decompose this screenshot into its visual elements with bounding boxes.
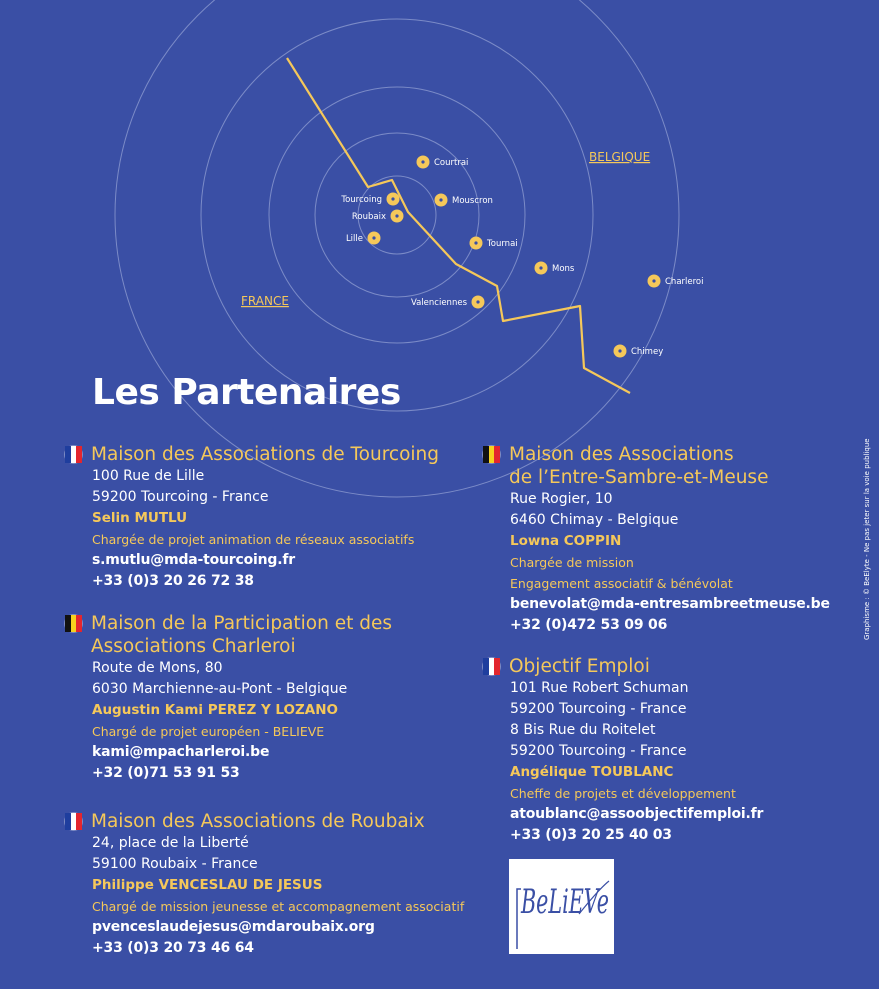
partner-name — [65, 443, 439, 466]
city-marker-lille — [346, 232, 381, 245]
phone-number: +32 (0)71 53 91 53 — [92, 765, 240, 781]
address-line: 101 Rue Robert Schuman — [510, 680, 689, 696]
city-label: Valenciennes — [410, 298, 467, 308]
city-marker-courtrai — [417, 156, 469, 169]
partner-name — [483, 443, 830, 489]
france-flag-icon — [483, 658, 500, 675]
address-line: 6030 Marchienne-au-Pont - Belgique — [92, 681, 348, 697]
address-line: 100 Rue de Lille — [92, 468, 205, 484]
email-link[interactable]: pvenceslaudejesus@mdaroubaix.org — [92, 919, 375, 935]
city-label: Mouscron — [452, 196, 493, 206]
france-flag-icon — [65, 446, 82, 463]
email-link[interactable]: benevolat@mda-entresambreetmeuse.be — [510, 596, 830, 612]
contact-role: Engagement associatif & bénévolat — [510, 576, 733, 591]
phone-number: +33 (0)3 20 25 40 03 — [510, 827, 672, 843]
address-line: Route de Mons, 80 — [92, 660, 223, 676]
phone-number: +33 (0)3 20 26 72 38 — [92, 573, 254, 589]
city-marker-valenciennes — [411, 296, 485, 309]
contact-role: Chargée de projet animation de réseaux associatifs — [92, 532, 415, 547]
address-line: Rue Rogier, 10 — [510, 491, 613, 507]
contact-name: Lowna COPPIN — [510, 533, 622, 549]
france-flag-icon — [65, 813, 82, 830]
address-line: 24, place de la Liberté — [92, 835, 249, 851]
contact-role: Chargée de mission — [510, 555, 634, 570]
partner-name — [65, 612, 392, 658]
contact-role: Chargé de mission jeunesse et accompagnement associatif — [92, 899, 465, 914]
believe-logo — [509, 859, 614, 954]
partner-name-text: Maison des Associations de Roubaix — [91, 811, 425, 832]
border-line — [287, 58, 630, 393]
address-line: 59200 Tourcoing - France — [92, 489, 269, 505]
address-line: 6460 Chimay - Belgique — [510, 512, 679, 528]
city-marker-roubaix — [352, 210, 404, 223]
phone-number: +32 (0)472 53 09 06 — [510, 617, 668, 633]
address-line: 59100 Roubaix - France — [92, 856, 258, 872]
contact-name: Selin MUTLU — [92, 510, 188, 526]
country-france: FRANCE — [241, 294, 289, 308]
city-marker-charleroi — [648, 275, 704, 288]
belgium-flag-icon — [65, 615, 82, 632]
email-link[interactable]: s.mutlu@mda-tourcoing.fr — [92, 552, 295, 568]
city-marker-chimey — [614, 345, 664, 358]
contact-role: Cheffe de projets et développement — [510, 786, 736, 801]
partners-map — [0, 0, 879, 430]
partner-name — [483, 655, 763, 678]
partner-name-text: Objectif Emploi — [509, 656, 650, 677]
country-belgique: BELGIQUE — [589, 150, 651, 164]
belgium-flag-icon — [483, 446, 500, 463]
address-line: 8 Bis Rue du Roitelet — [510, 722, 656, 738]
city-label: Tournai — [487, 239, 518, 249]
partner-name — [65, 810, 464, 833]
city-marker-tournai — [470, 237, 518, 250]
partner-mda-entre-sambre-et-meuse — [483, 443, 830, 636]
email-link[interactable]: atoublanc@assoobjectifemploi.fr — [510, 806, 764, 822]
partner-mpa-charleroi — [65, 612, 392, 784]
contact-name: Angélique TOUBLANC — [510, 764, 674, 780]
partner-name-text: Maison des Associations de l’Entre-Sambre-et-Meuse — [509, 444, 769, 488]
address-line: 59200 Tourcoing - France — [510, 701, 687, 717]
page-title: Les Partenaires — [92, 372, 401, 413]
partner-name-text: Maison de la Participation et des Associations Charleroi — [91, 613, 393, 657]
contact-name: Philippe VENCESLAU DE JESUS — [92, 877, 323, 893]
city-label: Tourcoing — [341, 195, 382, 205]
city-marker-tourcoing — [340, 193, 399, 206]
phone-number: +33 (0)3 20 73 46 64 — [92, 940, 254, 956]
partner-name-text: Maison des Associations de Tourcoing — [91, 444, 440, 465]
city-marker-mouscron — [435, 194, 493, 207]
contact-role: Chargé de projet européen - BELIEVE — [92, 724, 325, 739]
contact-name: Augustin Kami PEREZ Y LOZANO — [92, 702, 339, 718]
logo-text: BeLiEVe — [520, 882, 609, 922]
credit-text: Graphisme : © BeElyte - Ne pas jeter sur la voie publique — [863, 438, 871, 640]
city-marker-mons — [535, 262, 575, 275]
city-label: Lille — [345, 234, 363, 244]
city-label: Mons — [552, 264, 575, 274]
city-label: Roubaix — [351, 212, 386, 222]
email-link[interactable]: kami@mpacharleroi.be — [92, 744, 270, 760]
partner-mda-tourcoing — [65, 443, 439, 592]
partner-mda-roubaix — [65, 810, 464, 959]
address-line: 59200 Tourcoing - France — [510, 743, 687, 759]
partner-objectif-emploi — [483, 655, 763, 846]
city-label: Courtrai — [434, 158, 469, 168]
city-label: Chimey — [631, 347, 664, 357]
city-label: Charleroi — [665, 277, 704, 287]
